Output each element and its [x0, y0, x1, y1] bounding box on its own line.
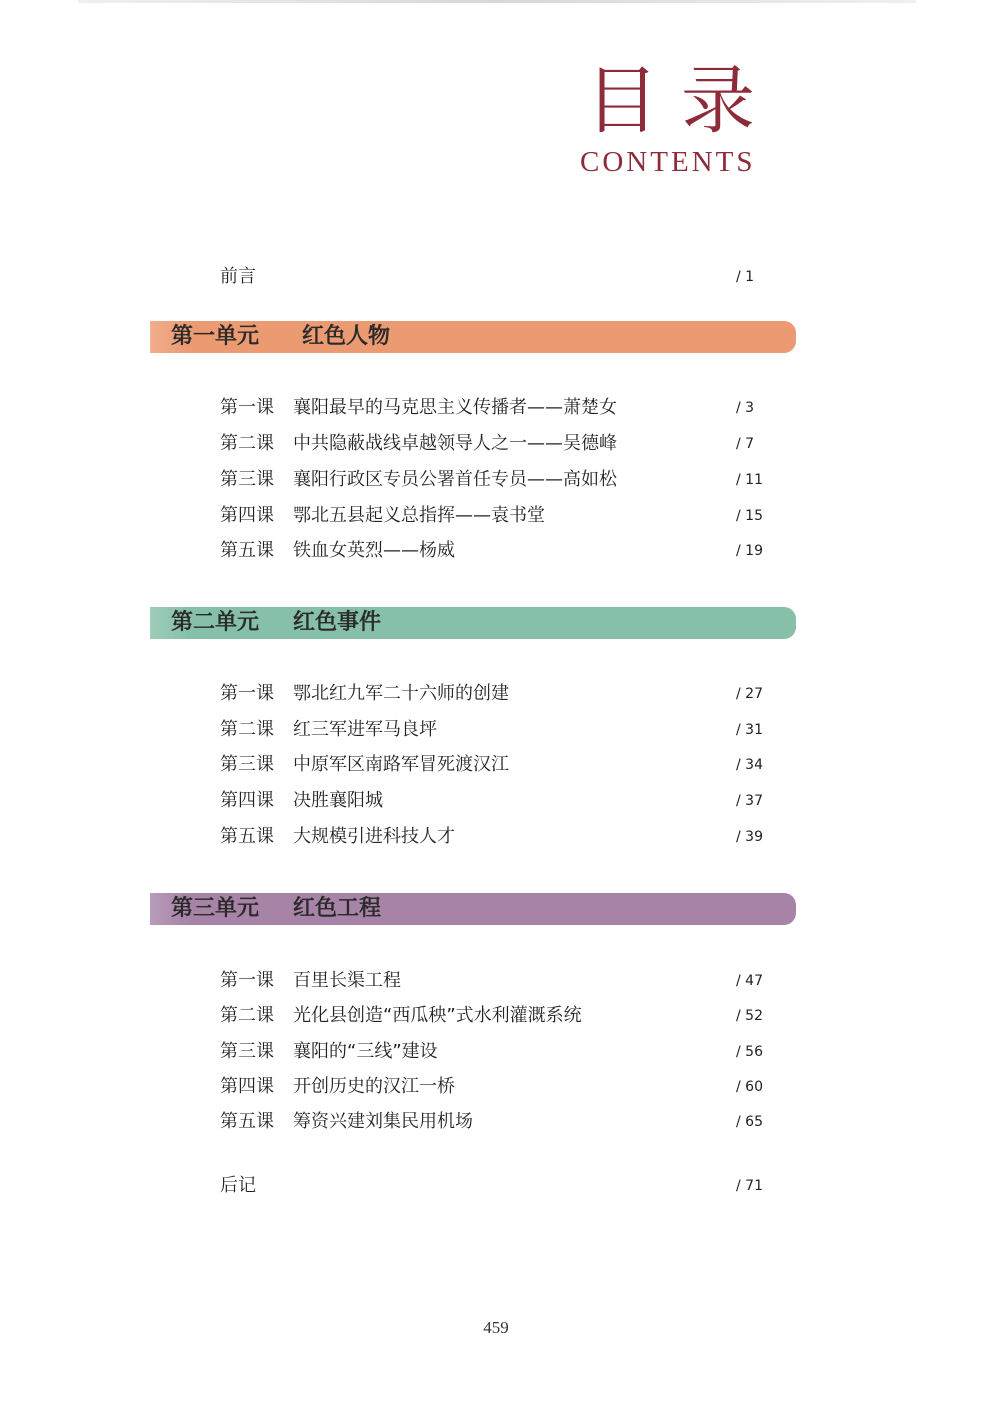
lesson-page: / 27 [736, 686, 763, 702]
lesson-title: 中共隐蔽战线卓越领导人之一——吴德峰 [293, 433, 617, 454]
unit-number: 第二单元 [171, 610, 260, 635]
page-number: 459 [483, 1318, 509, 1337]
toc-entry[interactable] [220, 503, 765, 529]
lesson-number: 第二课 [220, 719, 274, 740]
lesson-number: 第一课 [220, 397, 274, 418]
toc-entry[interactable] [220, 467, 765, 493]
lesson-page: / 47 [736, 973, 763, 989]
lesson-title: 开创历史的汉江一桥 [293, 1076, 455, 1097]
lesson-title: 襄阳的“三线”建设 [293, 1041, 438, 1062]
lesson-page: / 7 [736, 436, 755, 452]
lesson-number: 第四课 [220, 1076, 274, 1097]
lesson-page: / 15 [736, 508, 763, 524]
entry-label: 后记 [220, 1175, 256, 1196]
lesson-number: 第五课 [220, 1111, 274, 1132]
lesson-number: 第三课 [220, 469, 274, 490]
lesson-title: 鄂北五县起义总指挥——袁书堂 [293, 505, 545, 526]
lesson-title: 决胜襄阳城 [293, 790, 383, 811]
lesson-number: 第三课 [220, 754, 274, 775]
lesson-title: 襄阳行政区专员公署首任专员——高如松 [293, 469, 617, 490]
lesson-number: 第二课 [220, 1005, 274, 1026]
entry-label: 前言 [220, 266, 256, 287]
lesson-title: 光化县创造“西瓜秧”式水利灌溉系统 [293, 1005, 582, 1026]
lesson-number: 第五课 [220, 540, 274, 561]
unit-name: 红色事件 [293, 610, 382, 635]
toc-entry[interactable] [220, 1074, 765, 1100]
lesson-page: / 31 [736, 722, 763, 738]
unit-heading[interactable] [150, 893, 796, 925]
unit-heading[interactable] [150, 607, 796, 639]
lesson-page: / 39 [736, 829, 763, 845]
unit-name: 红色人物 [302, 324, 391, 349]
toc-entry[interactable] [220, 788, 765, 814]
toc-entry[interactable] [220, 968, 765, 994]
lesson-title: 铁血女英烈——杨威 [293, 540, 455, 561]
toc-entry[interactable] [220, 752, 765, 778]
lesson-page: / 19 [736, 543, 763, 559]
lesson-page: / 11 [736, 472, 763, 488]
lesson-page: / 56 [736, 1044, 763, 1060]
toc-entry[interactable] [220, 1039, 765, 1065]
lesson-title: 襄阳最早的马克思主义传播者——萧楚女 [293, 397, 617, 418]
toc-entry[interactable] [220, 1003, 765, 1029]
top-rule [78, 0, 916, 3]
lesson-number: 第一课 [220, 683, 274, 704]
unit-number: 第三单元 [171, 896, 260, 921]
lesson-number: 第五课 [220, 826, 274, 847]
lesson-page: / 60 [736, 1079, 763, 1095]
lesson-title: 鄂北红九军二十六师的创建 [293, 683, 509, 704]
toc-entry[interactable] [220, 431, 765, 457]
contents-title-chinese: 目录 [585, 58, 777, 144]
lesson-number: 第四课 [220, 505, 274, 526]
toc-entry[interactable] [220, 717, 765, 743]
lesson-page: / 65 [736, 1114, 763, 1130]
entry-page: / 71 [736, 1178, 763, 1194]
contents-title-english: CONTENTS [580, 146, 756, 178]
unit-number: 第一单元 [171, 324, 260, 349]
toc-entry[interactable] [220, 538, 765, 564]
lesson-number: 第二课 [220, 433, 274, 454]
unit-heading[interactable] [150, 321, 796, 353]
lesson-number: 第三课 [220, 1041, 274, 1062]
lesson-page: / 34 [736, 757, 763, 773]
unit-name: 红色工程 [293, 896, 382, 921]
lesson-title: 百里长渠工程 [293, 970, 401, 991]
toc-entry[interactable] [220, 1109, 765, 1135]
lesson-page: / 3 [736, 400, 755, 416]
toc-entry[interactable] [220, 824, 765, 850]
lesson-title: 筹资兴建刘集民用机场 [293, 1111, 473, 1132]
lesson-page: / 37 [736, 793, 763, 809]
toc-entry-preface[interactable] [220, 264, 765, 290]
lesson-page: / 52 [736, 1008, 763, 1024]
lesson-number: 第一课 [220, 970, 274, 991]
toc-entry[interactable] [220, 681, 765, 707]
lesson-title: 中原军区南路军冒死渡汉江 [293, 754, 509, 775]
entry-page: / 1 [736, 269, 755, 285]
toc-entry-postscript[interactable] [220, 1173, 765, 1199]
lesson-number: 第四课 [220, 790, 274, 811]
lesson-title: 大规模引进科技人才 [293, 826, 455, 847]
lesson-title: 红三军进军马良坪 [293, 719, 437, 740]
toc-entry[interactable] [220, 395, 765, 421]
